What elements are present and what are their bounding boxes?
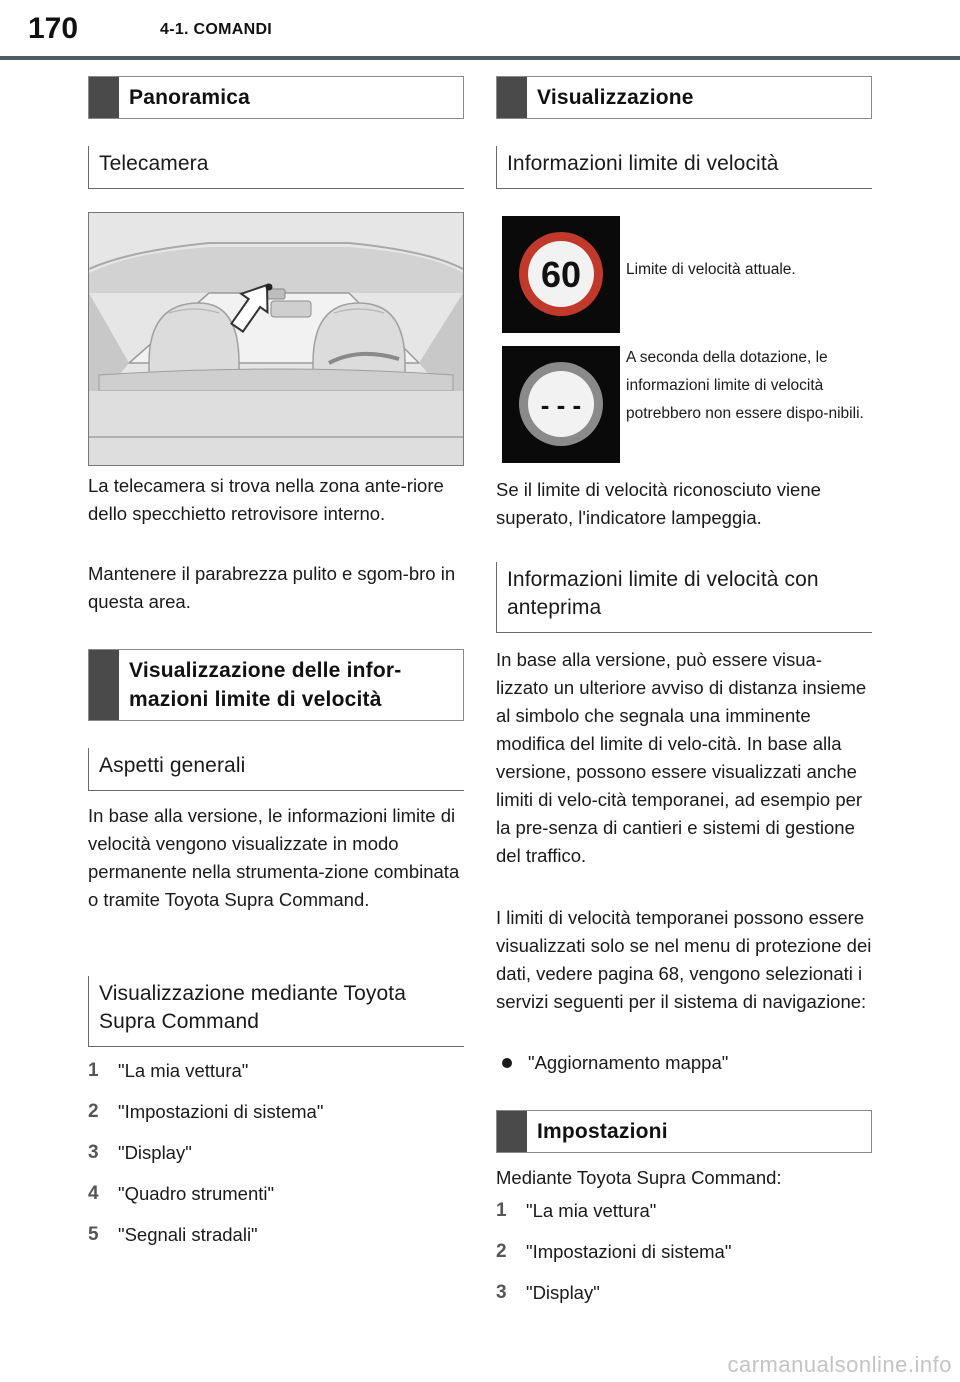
section-display-limit bbox=[88, 649, 464, 721]
step-number: 4 bbox=[88, 1183, 99, 1204]
camera-note: Mantenere il parabrezza pulito e sgom-bro in questa area. bbox=[88, 563, 456, 612]
step-label: "Display" bbox=[118, 1142, 192, 1163]
section-title: Visualizzazione bbox=[537, 86, 694, 109]
speed-sign-unavailable-icon bbox=[502, 346, 620, 463]
exceeded-description: Se il limite di velocità riconosciuto viene superato, l'indicatore lampeggia. bbox=[496, 479, 821, 528]
interior-photo-svg bbox=[89, 213, 463, 465]
subheading-limit-info: Informazioni limite di velocità bbox=[496, 146, 872, 189]
header-rule bbox=[0, 56, 960, 60]
section-title: Panoramica bbox=[129, 86, 251, 109]
footer-watermark: carmanualsonline.info bbox=[727, 1352, 952, 1377]
subheading-camera: Telecamera bbox=[88, 146, 464, 189]
section-title: Visualizzazione delle infor-mazioni limite di velocità bbox=[129, 659, 402, 711]
subheading-preview: Informazioni limite di velocità con anteprima bbox=[496, 562, 872, 633]
step-number: 2 bbox=[496, 1241, 507, 1262]
step-number: 3 bbox=[88, 1142, 99, 1163]
section-bar bbox=[89, 77, 119, 118]
section-bar bbox=[497, 77, 527, 118]
speed-sign-60-icon bbox=[502, 216, 620, 333]
subheading-via-command: Visualizzazione mediante Toyota Supra Command bbox=[88, 976, 464, 1047]
steps-list-left bbox=[88, 1057, 464, 1262]
step-label: "Impostazioni di sistema" bbox=[526, 1241, 732, 1262]
settings-description: Mediante Toyota Supra Command: bbox=[496, 1167, 782, 1188]
step-number: 2 bbox=[88, 1101, 99, 1122]
camera-description: La telecamera si trova nella zona ante-riore dello specchietto retrovisore interno. bbox=[88, 475, 444, 524]
step-number: 3 bbox=[496, 1282, 507, 1303]
step-label: "La mia vettura" bbox=[526, 1200, 657, 1221]
step-item bbox=[88, 1180, 464, 1221]
step-item bbox=[88, 1057, 464, 1098]
bullet-label: "Aggiornamento mappa" bbox=[528, 1052, 729, 1073]
step-label: "Quadro strumenti" bbox=[118, 1183, 275, 1204]
step-number: 5 bbox=[88, 1224, 99, 1245]
step-label: "Segnali stradali" bbox=[118, 1224, 258, 1245]
step-label: "Impostazioni di sistema" bbox=[118, 1101, 324, 1122]
preview-description: In base alla versione, può essere visua-lizzato un ulteriore avviso di distanza insieme al simbolo che segnala una imminente modifica del limite di velo-cità. In base alla versione, possono essere visualizzati anche limiti di velo-cità temporanei, ad esempio per la pre-senza di cantieri e sistemi di gestione del traffico. bbox=[496, 649, 867, 866]
step-number: 1 bbox=[496, 1200, 507, 1221]
sign-60-caption: Limite di velocità attuale. bbox=[626, 261, 796, 278]
section-bar bbox=[89, 650, 119, 720]
step-label: "La mia vettura" bbox=[118, 1060, 249, 1081]
page-number: 170 bbox=[28, 12, 79, 45]
subheading-general: Aspetti generali bbox=[88, 748, 464, 791]
sign-unavailable-caption: A seconda della dotazione, le informazioni limite di velocità potrebbero non essere dispo-nibili. bbox=[626, 349, 864, 422]
section-title: Impostazioni bbox=[537, 1120, 668, 1143]
section-display bbox=[496, 76, 872, 119]
bullet-dot bbox=[502, 1058, 512, 1068]
step-number: 1 bbox=[88, 1060, 99, 1081]
steps-list-right bbox=[496, 1197, 872, 1320]
temporary-limits-description: I limiti di velocità temporanei possono essere visualizzati solo se nel menu di protezione dei dati, vedere pagina 68, vengono selezionati i servizi seguenti per il sistema di navigazione: bbox=[496, 907, 872, 1012]
speed-limit-60-display bbox=[502, 216, 620, 333]
step-item bbox=[496, 1279, 872, 1320]
step-item bbox=[88, 1098, 464, 1139]
section-settings bbox=[496, 1110, 872, 1153]
section-overview bbox=[88, 76, 464, 119]
step-label: "Display" bbox=[526, 1282, 600, 1303]
general-description: In base alla versione, le informazioni limite di velocità vengono visualizzate in modo permanente nella strumenta-zione combinata o tramite Toyota Supra Command. bbox=[88, 805, 460, 910]
chapter-title: 4-1. COMANDI bbox=[160, 21, 273, 38]
sign-60-text: 60 bbox=[540, 254, 582, 295]
section-bar bbox=[497, 1111, 527, 1152]
step-item bbox=[496, 1197, 872, 1238]
sign-dash-text: - - - bbox=[540, 390, 582, 420]
step-item bbox=[88, 1139, 464, 1180]
camera-location-illustration bbox=[88, 212, 464, 466]
step-item bbox=[88, 1221, 464, 1262]
speed-limit-unavailable-display bbox=[502, 346, 620, 463]
step-item bbox=[496, 1238, 872, 1279]
bullet-item bbox=[496, 1049, 872, 1077]
